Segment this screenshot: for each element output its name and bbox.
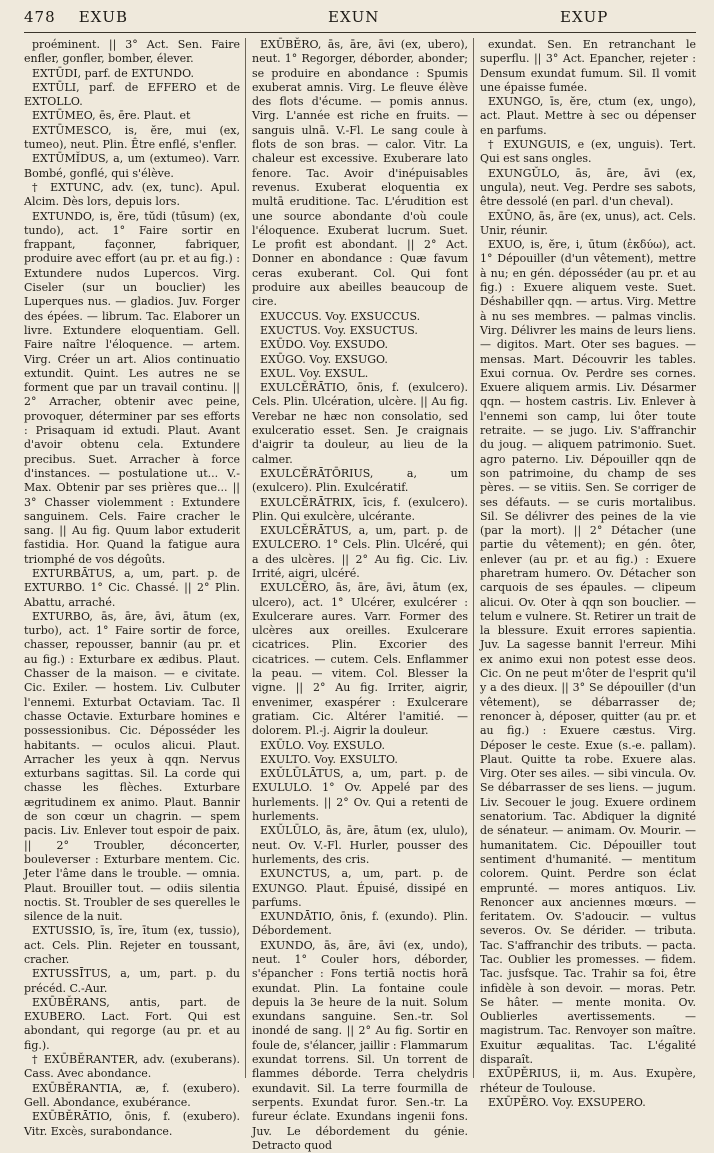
entry: † EXŪBĔRANTER, adv. (exuberans). Cass. Avec abondance.: [24, 1053, 240, 1081]
column-2: [252, 38, 468, 1153]
header-right-word: EXUP: [560, 8, 609, 26]
entry: EXTŪMESCO, is, ĕre, mui (ex, tumeo), neut. Plin. Être enflé, s'enfler.: [24, 123, 240, 152]
column-divider: [245, 38, 246, 1078]
entry: EXŪGO. Voy. EXSUGO.: [260, 352, 388, 366]
entry: EXTŪMEO, ēs, ēre. Plaut. et: [32, 109, 191, 123]
entry: EXULTO. Voy. EXSULTO.: [260, 752, 398, 766]
entry: † EXUNGUIS, e (ex, unguis). Tert. Qui est sans ongles.: [480, 138, 696, 166]
entry: EXULCĔRĀTŌRIUS, a, um (exulcero). Plin. Exulcératif.: [252, 466, 468, 495]
entry: EXŪPĔRO. Voy. EXSUPERO.: [488, 1095, 646, 1109]
header-middle-word: EXUN: [328, 8, 380, 26]
column-3: [480, 38, 696, 1110]
entry: EXULCĔRO, ās, āre, āvi, ātum (ex, ulcero), act. 1° Ulcérer, exulcérer : Exulcerare aures. Varr. Former des ulcères aux oreilles. Exulcerare cicatrices. Plin. Excorier des cicatrices. — cutem. Cels. Enflammer la peau. — vitem. Col. Blesser la vigne. || 2° Au fig. Irriter, aigrir, envenimer, exaspérer : Exulcerare gratiam. Cic. Altérer l'amitié. — dolorem. Pl.-j. Aigrir la douleur.: [252, 581, 468, 738]
entry: EXTŪMĬDUS, a, um (extumeo). Varr. Bombé, gonflé, qui s'élève.: [24, 152, 240, 180]
entry: EXŪNO, ās, āre (ex, unus), act. Cels. Unir, réunir.: [480, 209, 696, 237]
header-left-word: EXUB: [78, 8, 129, 26]
entry: EXTUSSĪTUS, a, um, part. p. du précéd. C.-Aur.: [24, 967, 240, 995]
entry: EXTUNDO, is, ĕre, tŭdi (tūsum) (ex, tundo), act. 1° Faire sortir en frappant, façonner, fabriquer, produire avec effort (au pr. et au fig.) : Extundere nudos Lupercos. Virg. Ciseler (sur un bouclier) les Luperques nus. — gladios. Juv. Forger des épées. — librum. Tac. Elaborer un livre. Extundere eloquentiam. Gell. Faire naître l'éloquence. — artem. Virg. Créer un art. Alios continuatio extundit. Quint. Les autres ne se forment que par un travail continu. || 2° Arracher, obtenir avec peine, provoquer, déterminer par ses efforts : Prisaquam id extudi. Plaut. Avant d'avoir obtenu cela. Extundere precibus. Suet. Arracher à force d'instances. — postulatione ut... V.-Max. Obtenir par ses prières que... || 3° Chasser violemment : Extundere sanguinem. Cels. Faire cracher le sang. || Au fig. Quum labor extuderit fastidia. Hor. Quand la fatigue aura triomphé de vos dégoûts.: [24, 209, 240, 566]
page-number: 478: [24, 8, 56, 26]
entry: EXUL. Voy. EXSUL.: [260, 366, 369, 380]
entry: proéminent. || 3° Act. Sen. Faire enfler, gonfler, bomber, élever.: [24, 38, 240, 66]
column-1: [24, 38, 240, 1139]
entry: EXTUSSIO, īs, īre, ītum (ex, tussio), act. Cels. Plin. Rejeter en toussant, cracher.: [24, 924, 240, 966]
entry: EXŪBĔRANTIA, æ, f. (exubero). Gell. Abondance, exubérance.: [24, 1081, 240, 1109]
entry: EXŪBĔRANS, antis, part. de EXUBERO. Lact. Fort. Qui est abondant, qui regorge (au pr. et au fig.).: [24, 995, 240, 1052]
entry: EXULCĔRĀTUS, a, um, part. p. de EXULCERO. 1° Cels. Plin. Ulcéré, qui a des ulcères. || 2° Au fig. Cic. Liv. Irrité, aigri, ulcéré.: [252, 524, 468, 580]
entry: EXŪPĔRIUS, ii, m. Aus. Exupère, rhéteur de Toulouse.: [480, 1067, 696, 1095]
entry: EXTŪLI, parf. de EFFERO et de EXTOLLO.: [24, 80, 240, 109]
entry: EXUCCUS. Voy. EXSUCCUS.: [260, 309, 421, 323]
entry: † EXTUNC, adv. (ex, tunc). Apul. Alcim. Dès lors, depuis lors.: [24, 180, 240, 209]
entry: EXTURBĀTUS, a, um, part. p. de EXTURBO. 1° Cic. Chassé. || 2° Plin. Abattu, arraché.: [24, 566, 240, 609]
entry: EXŬLŪLĀTUS, a, um, part. p. de EXULULO. 1° Ov. Appelé par des hurlements. || 2° Ov. Qui a retenti de hurlements.: [252, 767, 468, 824]
entry: EXUCTUS. Voy. EXSUCTUS.: [260, 323, 418, 337]
entry: EXŬLŪLO, ās, āre, ātum (ex, ululo), neut. Ov. V.-Fl. Hurler, pousser des hurlements, des cris.: [252, 824, 468, 866]
entry: exundat. Sen. En retranchant le superflu. || 3° Act. Epancher, rejeter : Densum exundat fumum. Sil. Il vomit une épaisse fumée.: [480, 38, 696, 94]
running-header-left: [24, 8, 128, 34]
column-divider: [473, 38, 474, 1078]
entry: EXŪBĔRO, ās, āre, āvi (ex, ubero), neut. 1° Regorger, déborder, abonder; se produire en abondance : Spumis exuberat amnis. Virg. Le fleuve élève des flots d'écume. — pomis annus. Virg. L'année est riche en fruits. — sanguis ulnā. V.-Fl. Le sang coule à flots de son bras. — calor. Vitr. La chaleur est excessive. Exuberare lato fenore. Tac. Avoir d'inépuisables revenus. Exuberat eloquentia ex multā eruditione. Tac. L'érudition est une source abondante d'où coule l'éloquence. Exuberat lucrum. Suet. Le profit est abondant. || 2° Act. Donner en abondance : Quæ favum ceras exuberant. Col. Qui font produire aux abeilles beaucoup de cire.: [252, 38, 468, 309]
entry: EXTŪDI, parf. de EXTUNDO.: [32, 66, 194, 80]
entry: EXUO, is, ĕre, i, ūtum (ἐκδύω), act. 1° Dépouiller (d'un vêtement), mettre à nu; en gén. déposséder (au pr. et au fig.) : Exuere aliquem veste. Suet. Déshabiller qqn. — artus. Virg. Mettre à nu ses membres. — palmas vinclis. Virg. Délivrer les mains de leurs liens. — digitos. Mart. Oter ses bagues. — mensas. Mart. Découvrir les tables. Exui cornua. Ov. Perdre ses cornes. Exuere aliquem armis. Liv. Désarmer qqn. — hostem castris. Liv. Enlever à l'ennemi son camp, lui ôter toute retraite. — se jugo. Liv. S'affranchir du joug. — aliquem patrimonio. Suet. agro paterno. Liv. Dépouiller qqn de son patrimoine, du champ de ses pères. — se vitiis. Sen. Se corriger de ses défauts. — se curis mortalibus. Sil. Se délivrer des peines de la vie (par la mort). || 2° Détacher (une partie du vêtement); en gén. ôter, enlever (au pr. et au fig.) : Exuere pharetram humero. Ov. Détacher son carquois de ses épaules. — clipeum alicui. Ov. Oter à qqn son bouclier. — telum e vulnere. St. Retirer un trait de la blessure. Exuit errores sapientia. Juv. La sagesse bannit l'erreur. Mihi ex animo exui non potest esse deos. Cic. On ne peut m'ôter de l'esprit qu'il y a des dieux. || 3° Se dépouiller (d'un vêtement), se débarrasser de; renoncer à, déposer, quitter (au pr. et au fig.) : Exuere cæstus. Virg. Déposer le ceste. Exue (s.-e. pallam). Plaut. Quitte ta robe. Exuere alas. Virg. Oter ses ailes. — sibi vincula. Ov. Se débarrasser de ses liens. — jugum. Liv. Secouer le joug. Exuere ordinem senatorium. Tac. Abdiquer la dignité de sénateur. — animam. Ov. Mourir. — humanitatem. Cic. Dépouiller tout sentiment d'humanité. — mentitum colorem. Quint. Perdre son éclat emprunté. — mores antiquos. Liv. Renoncer aux anciennes mœurs. — feritatem. Ov. S'adoucir. — vultus severos. Ov. Se dérider. — tributa. Tac. S'affranchir des tributs. — pacta. Tac. Oublier les promesses. — fidem. Tac. jusfsque. Tac. Trahir sa foi, être infidèle à son devoir. — moras. Petr. Se hâter. — mente monita. Ov. Oublierles avertissements. — magistrum. Tac. Renvoyer son maître. Exuitur æqualitas. Tac. L'égalité disparaît.: [480, 238, 696, 1067]
entry: EXUNCTUS, a, um, part. p. de EXUNGO. Plaut. Épuisé, dissipé en parfums.: [252, 867, 468, 909]
entry: EXULCĔRĀTIO, ōnis, f. (exulcero). Cels. Plin. Ulcération, ulcère. || Au fig. Verebar ne hæc non consolatio, sed exulceratio esset. Sen. Je craignais d'aigrir ta douleur, au lieu de la calmer.: [252, 381, 468, 466]
entry: EXŪBĔRĀTIO, ōnis, f. (exubero). Vitr. Excès, surabondance.: [24, 1110, 240, 1138]
entry: EXŪLO. Voy. EXSULO.: [260, 738, 385, 752]
entry: EXŪDO. Voy. EXSUDO.: [260, 338, 388, 352]
entry: EXUNDO, ās, āre, āvi (ex, undo), neut. 1° Couler hors, déborder, s'épancher : Fons tertiā noctis horā exundat. Plin. La fontaine coule depuis la 3e heure de la nuit. Solum exundans sanguine. Sen.-tr. Sol inondé de sang. || 2° Au fig. Sortir en foule de, s'élancer, jaillir : Flammarum exundat torrens. Sil. Un torrent de flammes déborde. Terra chelydris exundavit. Sil. La terre fourmilla de serpents. Exundat furor. Sen.-tr. La fureur éclate. Exundans ingenii fons. Juv. Le débordement du génie. Detracto quod: [252, 938, 468, 1152]
entry: EXULCĔRĀTRIX, īcis, f. (exulcero). Plin. Qui exulcère, ulcérante.: [252, 495, 468, 523]
entry: EXTURBO, ās, āre, āvi, ātum (ex, turbo), act. 1° Faire sortir de force, chasser, repousser, bannir (au pr. et au fig.) : Exturbare ex ædibus. Plaut. Chasser de la maison. — e civitate. Cic. Exiler. — hostem. Liv. Culbuter l'ennemi. Exturbat Octaviam. Tac. Il chasse Octavie. Exturbare homines e possessionibus. Cic. Déposséder les habitants. — oculos alicui. Plaut. Arracher les yeux à qqn. Nervus exturbans sagittas. Sil. La corde qui chasse les flèches. Exturbare ægritudinem ex animo. Plaut. Bannir de son cœur un chagrin. — spem pacis. Liv. Enlever tout espoir de paix. || 2° Troubler, déconcerter, bouleverser : Exturbare mentem. Cic. Jeter l'âme dans le trouble. — omnia. Plaut. Brouiller tout. — odiis silentia noctis. St. Troubler de ses querelles le silence de la nuit.: [24, 609, 240, 924]
entry: EXUNDĀTIO, ōnis, f. (exundo). Plin. Débordement.: [252, 910, 468, 938]
header-rule: [24, 32, 696, 33]
entry: EXUNGO, īs, ĕre, ctum (ex, ungo), act. Plaut. Mettre à sec ou dépenser en parfums.: [480, 95, 696, 137]
entry: EXUNGŬLO, ās, āre, āvi (ex, ungula), neut. Veg. Perdre ses sabots, être dessolé (en parl. d'un cheval).: [480, 166, 696, 209]
